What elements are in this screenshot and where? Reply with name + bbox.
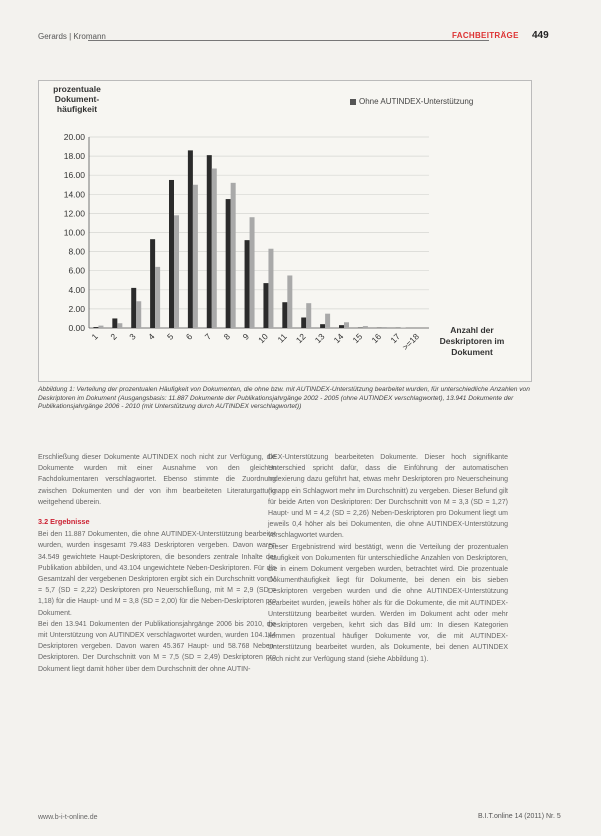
section-heading: 3.2 Ergebnisse [38, 517, 90, 527]
left-column [38, 452, 276, 675]
left-paragraph-2: Bei den 11.887 Dokumenten, die ohne AUTINDEX-Unterstützung bearbeitet wurden, wurden insgesamt 79.483 Deskriptoren vergeben. Davon waren 34.549 gewichtete Haupt-Deskriptoren, die besonders zentrale Inhalte der Publikation abbilden, und 43.104 ungewichtete Neben-Deskriptoren. Für die Gesamtzahl der vergebenen Deskriptoren ergibt sich ein Durchschnitt von M = 5,7 (SD = 2,22) Deskriptoren pro Neuerschließung, mit M = 2,9 (SD = 1,18) für die Haupt- und M = 3,8 (SD = 2,00) für die Neben-Deskriptoren pro Dokument. [38, 531, 276, 617]
chart-legend [350, 97, 473, 107]
chart-bar [207, 155, 212, 328]
x-tick-label: 9 [240, 331, 251, 342]
x-tick-label: 16 [369, 331, 384, 346]
y-tick-label: 0.00 [68, 323, 85, 333]
x-tick-label: 12 [293, 331, 308, 346]
x-tick-label: 3 [127, 331, 138, 342]
chart-bar [245, 240, 250, 328]
chart-bar [212, 169, 217, 328]
figure-caption: Abbildung 1: Verteilung der prozentualen Häufigkeit von Dokumenten, die ohne bzw. mit AUTINDEX-Unterstützung bearbeitet wurden, für unterschiedliche Anzahlen von Deskriptoren im Dokument (Ausgangsbasis: 11.887 Dokumente der Publikationsjahrgänge 2002 - 2005 (ohne AUTINDEX verschlagwortet), 13.941 Dokumente der Publikationsjahrgänge 2006 - 2010 (mit Unterstützung durch AUTINDEX verschlagwortet)) [38, 386, 530, 410]
chart-bar [174, 215, 179, 328]
chart-bar [320, 324, 325, 328]
y-tick-label: 2.00 [68, 303, 85, 314]
chart-bar [231, 183, 236, 328]
y-tick-label: 16.00 [63, 170, 85, 181]
chart-bar [263, 283, 268, 328]
x-tick-label: 4 [146, 331, 157, 342]
x-tick-label: 7 [202, 331, 214, 342]
chart-x-axis-label: Anzahl der Deskriptoren im Dokument [439, 325, 505, 357]
page-header [0, 0, 601, 50]
chart-bar [136, 301, 141, 328]
right-paragraph-1: DEX-Unterstützung bearbeiteten Dokumente. Dieser hoch signifikante Unterschied spricht dafür, dass die Einführung der automatischen Indexierung dazu geführt hat, etwas mehr Deskriptoren pro Neuerscheinung (knapp ein Schlagwort mehr im Durchschnitt) zu vergeben. Dieser Befund gilt für beide Arten von Deskriptoren: Der Durchschnitt von M = 3,3 (SD = 1,27) Haupt- und M = 4,2 (SD = 2,26) Neben-Deskriptoren pro Dokument liegt um jeweils 0,4 höher als bei Dokumenten, die ohne AUTINDEX-Unterstützung verschlagwortet wurden. [268, 454, 508, 540]
x-tick-label: 15 [350, 331, 365, 346]
chart-bar [98, 326, 103, 328]
page-number: 449 [532, 30, 549, 41]
chart-y-axis-label: prozentuale Dokument-häufigkeit [53, 84, 101, 114]
chart-bar [169, 180, 174, 328]
y-tick-label: 18.00 [63, 151, 85, 162]
x-tick-label: 14 [331, 331, 346, 346]
y-tick-label: 10.00 [63, 227, 85, 238]
x-tick-label: 8 [221, 331, 233, 342]
chart-bar [188, 150, 193, 328]
chart-bar [131, 288, 136, 328]
header-authors: Gerards | Kromann [38, 32, 106, 41]
y-tick-label: 14.00 [63, 189, 85, 200]
right-paragraph-2: Dieser Ergebnistrend wird bestätigt, wenn die Verteilung der prozentualen Häufigkeit von Dokumenten für unterschiedliche Anzahlen von Deskriptoren, die in einem Dokument vergeben wurden, betrachtet wird. Die prozentuale Dokumenthäufigkeit liegt für Dokumente, bei denen ein bis sieben Deskriptoren vergeben wurden und die ohne AUTINDEX-Unterstützung bearbeitet wurden, jeweils höher als für die Dokumente, die mit AUTINDEX-Unterstützung bearbeitet wurden. Werden im Dokument acht oder mehr Deskriptoren vergeben, kehrt sich das Bild um: In diesen Kategorien kommen prozentual häufiger Dokumente vor, die mit AUTINDEX-Unterstützung bearbeitet wurden, als Dokumente, bei denen AUTINDEX noch nicht zur Verfügung stand (siehe Abbildung 1). [268, 543, 508, 663]
chart-bar [226, 199, 231, 328]
chart-bar [382, 327, 387, 328]
header-rule [88, 40, 489, 41]
x-tick-label: 10 [256, 331, 270, 346]
x-tick-label: 6 [183, 331, 195, 342]
chart-bar [155, 267, 160, 328]
chart-bar [117, 323, 122, 328]
y-tick-label: 6.00 [68, 265, 85, 276]
x-tick-label: 2 [108, 331, 119, 342]
chart-bar [306, 303, 311, 328]
chart-bar [250, 217, 255, 328]
chart-bar [344, 322, 349, 328]
footer-website: www.b-i-t-online.de [38, 814, 98, 821]
left-paragraph-3: Bei den 13.941 Dokumenten der Publikationsjahrgänge 2006 bis 2010, die mit Unterstützung von AUTINDEX verschlagwortet wurden, wurden 104.144 Deskriptoren vergeben. Davon waren 45.367 Haupt- und 58.768 Neben-Deskriptoren. Der Durchschnitt von M = 7,5 (SD = 2,49) Deskriptoren pro Dokument liegt damit höher über dem Durchschnitt der ohne AUTIN- [38, 620, 276, 673]
x-tick-label: 11 [275, 331, 289, 345]
chart-bar [112, 318, 117, 328]
header-section: FACHBEITRÄGE [452, 31, 519, 40]
chart-bar [93, 327, 98, 328]
chart-bar [282, 302, 287, 328]
chart-bar [339, 325, 344, 328]
chart-bar [301, 317, 306, 328]
right-column [268, 452, 508, 665]
chart-bar [287, 275, 292, 328]
chart-figure [38, 80, 532, 382]
x-tick-label: 13 [312, 331, 327, 346]
chart-bar [193, 185, 198, 328]
y-tick-label: 8.00 [68, 246, 85, 257]
x-tick-label: 5 [164, 331, 176, 342]
legend-swatch [350, 99, 356, 105]
y-tick-label: 4.00 [68, 284, 85, 295]
chart-bar [325, 314, 330, 328]
footer-journal: B.I.T.online 14 (2011) Nr. 5 [478, 813, 561, 820]
legend-label: Ohne AUTINDEX-Unterstützung [359, 97, 474, 106]
x-tick-label: >=18 [400, 331, 421, 353]
x-tick-label: 1 [89, 331, 100, 342]
y-tick-label: 12.00 [63, 208, 85, 219]
chart-bar [363, 326, 368, 328]
chart-bar [268, 249, 273, 328]
y-tick-label: 20.00 [63, 132, 85, 142]
x-tick-label: 17 [388, 331, 403, 346]
left-paragraph-1: Erschließung dieser Dokumente AUTINDEX noch nicht zur Verfügung, die Dokumente wurden mit einer Ausnahme von den gleichen Fachdokumentaren verschlagwortet. Ebenso stimmte die Zuordnung zwischen Dokumenten und der von ihm bearbeiteten Literaturgattung weitgehend überein. [38, 454, 276, 506]
chart-bar [150, 239, 155, 328]
